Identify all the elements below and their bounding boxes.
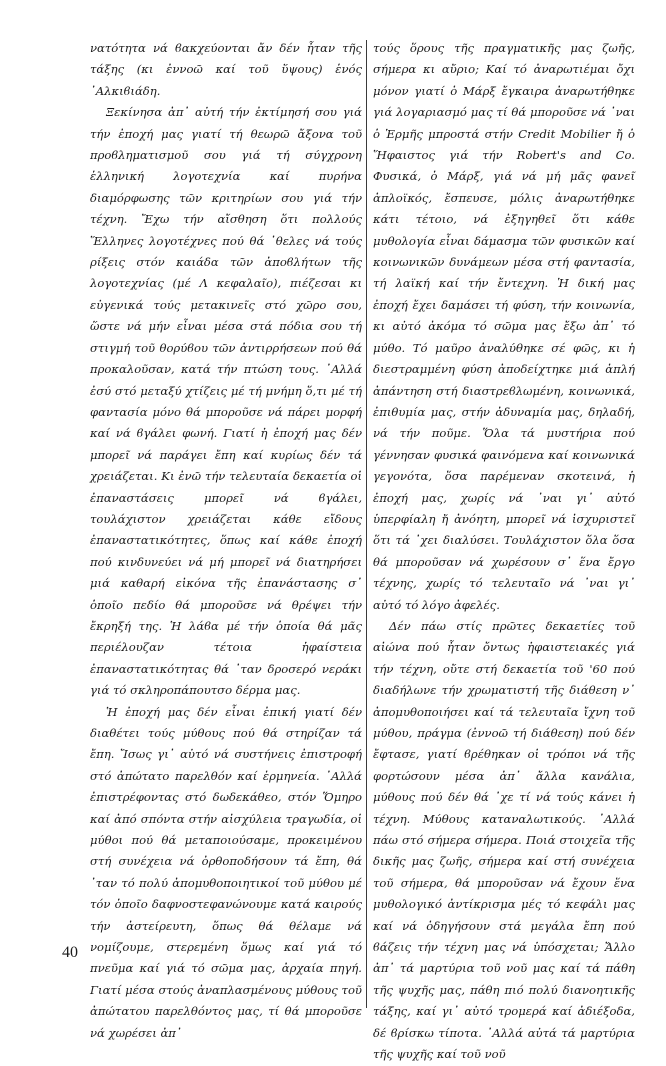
left-text-column xyxy=(90,38,362,1044)
paragraph: Ξεκίνησα ἀπ᾿ αὐτή τήν ἐκτίμησή σου γιά τήν ἐποχή μας γιατί τή θεωρῶ ἄξονα τοῦ προϐληματισμοῦ σου γιά τή σύγχρονη ἑλληνική λογοτεχνία καί πυρήνα διαμόρφωσης τῶν κριτηρίων σου γιά τήν τέχνη. Ἔχω τήν αἴσθηση ὅτι πολλούς Ἕλληνες λογοτέχνες πού θά ᾿θελες νά τούς ρίξεις στόν καιάδα τῶν ἀποϐλήτων τῆς λογοτεχνίας (μέ Λ κεφαλαῖο), πιέζεσαι κι εὐγενικά τούς μετακινεῖς στό χῶρο σου, ὥστε νά μήν εἶναι μέσα στά πόδια σου τή στιγμή τοῦ θορύϐου τῶν ἀντιρρήσεων πού θά προκαλοῦσαν, κατά τήν πτώση τους. ᾿Αλλά ἐσύ στό μεταξύ χτίζεις μέ τή μνήμη ὅ,τι μέ τή φαντασία μόνο θά μποροῦσε νά πάρει μορφή καί νά ϐγάλει φωνή. Γιατί ἡ ἐποχή μας δέν μπορεῖ νά παράγει ἔπη καί κυρίως δέν τά χρειάζεται. Κι ἐνῶ τήν τελευταία δεκαετία οἱ ἐπαναστάσεις μπορεῖ νά ϐγάλει, τουλάχιστον χρειάζεται κάθε εἴδους ἐπαναστατικότητες, ὅπως καί κάθε ἐποχή πού κινδυνεύει νά μή μπορεῖ νά διατηρήσει μιά καθαρή εἰκόνα τῆς ἐπανάστασης σ᾿ ὁποῖο πεδίο θά μποροῦσε νά θρέψει τήν ἔκρηξή της. Ἡ λάϐα μέ τήν ὁποία θά μᾶς περιέλουζαν τέτοια ἡφαίστεια ἐπαναστατικότητας θά ᾿ταν δροσερό νεράκι γιά τό σκληροπάπουτσο δέρμα μας. xyxy=(90,105,362,698)
paragraph: Ἡ ἐποχή μας δέν εἶναι ἐπική γιατί δέν διαθέτει τούς μύθους πού θά στηρίζαν τά ἔπη. Ἴσως γι᾿ αὐτό νά συστήνεις ἐπιστροφή στό ἀπώτατο παρελθόν καί ἑρμηνεία. ᾿Αλλά ἐπιστρέφοντας στό δωδεκάθεο, στόν Ὅμηρο καί ἀπό σπόντα στήν αἰσχύλεια τραγωδία, οἱ μύθοι πού θά μεταποιούσαμε, προκειμένου στή συνέχεια νά ὀρθοποδήσουν τά ἔπη, θά ᾿ταν τό πολύ ἀπομυθοποιητικοί τοῦ μύθου μέ τόν ὁποῖο δαφνοστεφανώνουμε κατά καιρούς τήν ἀστείρευτη, ὅπως θά θέλαμε νά νομίζουμε, στερεμένη ὅμως καί γιά τό πνεῦμα καί γιά τό σῶμα μας, ἀρχαία πηγή. Γιατί μέσα στούς ἀναπλασμένους μύθους τοῦ ἀπώτατου παρελθόντος μας, τί θά μποροῦσε νά χωρέσει ἀπ᾿ xyxy=(90,704,362,1040)
paragraph: τούς ὅρους τῆς πραγματικῆς μας ζωῆς, σήμερα κι αὔριο; Καί τό ἀναρωτιέμαι ὄχι μόνον γιατί ὁ Μάρξ ἔγκαιρα ἀναρωτήθηκε γιά λογαριασμό μας τί θά μποροῦσε νά ᾿ναι ὁ Ἑρμῆς μπροστά στήν Credit Mobilier ἤ ὁ Ἥφαιστος γιά τήν Robert's and Co. Φυσικά, ὁ Μάρξ, γιά νά μή μᾶς φανεῖ ἁπλοϊκός, ἔσπευσε, μόλις ἀναρωτήθηκε κάτι τέτοιο, νά ἐξηγηθεῖ ὅτι κάθε μυθολογία εἶναι δάμασμα τῶν φυσικῶν καί κοινωνικῶν δυνάμεων μέσα στή φαντασία, τή λαϊκή καί τήν ἔντεχνη. Ἡ δική μας ἐποχή ἔχει δαμάσει τή φύση, τήν κοινωνία, κι αὐτό ἀκόμα τό σῶμα μας ἔξω ἀπ᾿ τό μύθο. Τό μαῦρο ἀναλύθηκε σέ φῶς, κι ἡ διεστραμμένη φύση ἀποδείχτηκε μιά ἁπλή ἀπάντηση στή διαστρεϐλωμένη, κοινωνικά, ἐπιθυμία μας, στήν ἀδυναμία μας, δηλαδή, νά τήν ποῦμε. Ὅλα τά μυστήρια πού γέννησαν φυσικά φαινόμενα καί κοινωνικά γεγονότα, ὅσα παρέμεναν σκοτεινά, ἡ ἐποχή μας, χωρίς νά ᾿ναι γι᾿ αὐτό ὑπερφίαλη ἤ ἀνόητη, μπορεῖ νά ἰσχυριστεῖ ὅτι τά ᾿χει διαλύσει. Τουλάχιστον ὅλα ὅσα θά μποροῦσαν νά χωρέσουν σ᾿ ἕνα ἔργο τέχνης, χωρίς τό τελευταῖο νά ᾿ναι γι᾿ αὐτό τό λόγο ἀφελές. xyxy=(373,41,635,612)
paragraph: νατότητα νά ϐακχεύονται ἄν δέν ἦταν τῆς τάξης (κι ἐννοῶ καί τοῦ ὕψους) ἑνός ᾿Αλκιϐιάδη. xyxy=(90,41,362,98)
right-text-column xyxy=(373,38,635,1066)
column-divider xyxy=(366,40,367,1008)
paragraph: Δέν πάω στίς πρῶτες δεκαετίες τοῦ αἰώνα πού ἦταν ὄντως ἡφαιστειακές γιά τήν τέχνη, οὔτε στή δεκαετία τοῦ '60 πού διαδήλωνε τήν χρωματιστή τῆς διάθεση ν᾿ ἀπομυθοποιήσει καί τά τελευταῖα ἴχνη τοῦ μύθου, πράγμα (ἐννοῶ τή διάθεση) πού δέν ἔφτασε, γιατί ϐρέθηκαν οἱ τρόποι νά τῆς φορτώσουν μέσα ἀπ᾿ ἄλλα κανάλια, μύθους πού δέν θά ᾿χε τί νά τούς κάνει ἡ τέχνη. Μύθους καταναλωτικούς. ᾿Αλλά πάω στό σήμερα σήμερα. Ποιά στοιχεῖα τῆς δικῆς μας ζωῆς, σήμερα καί στή συνέχεια τοῦ σήμερα, θά μποροῦσαν νά ἔχουν ἕνα μυθολογικό ἀντίκρισμα μές τό κεφάλι μας καί νά ὁδηγήσουν στά μεγάλα ἔπη πού ϐάζεις τήν τέχνη μας νά ὑπόσχεται; Ἄλλο ἀπ᾿ τά μαρτύρια τοῦ νοῦ μας καί τά πάθη τῆς ψυχῆς μας, πάθη πιό πολύ διανοητικῆς τάξης, καί γι᾿ αὐτό τρομερά καί ἀδιέξοδα, δέ ϐρίσκω τίποτα. ᾿Αλλά αὐτά τά μαρτύρια τῆς ψυχῆς καί τοῦ νοῦ xyxy=(373,618,635,1062)
page-number: 40 xyxy=(62,944,78,961)
